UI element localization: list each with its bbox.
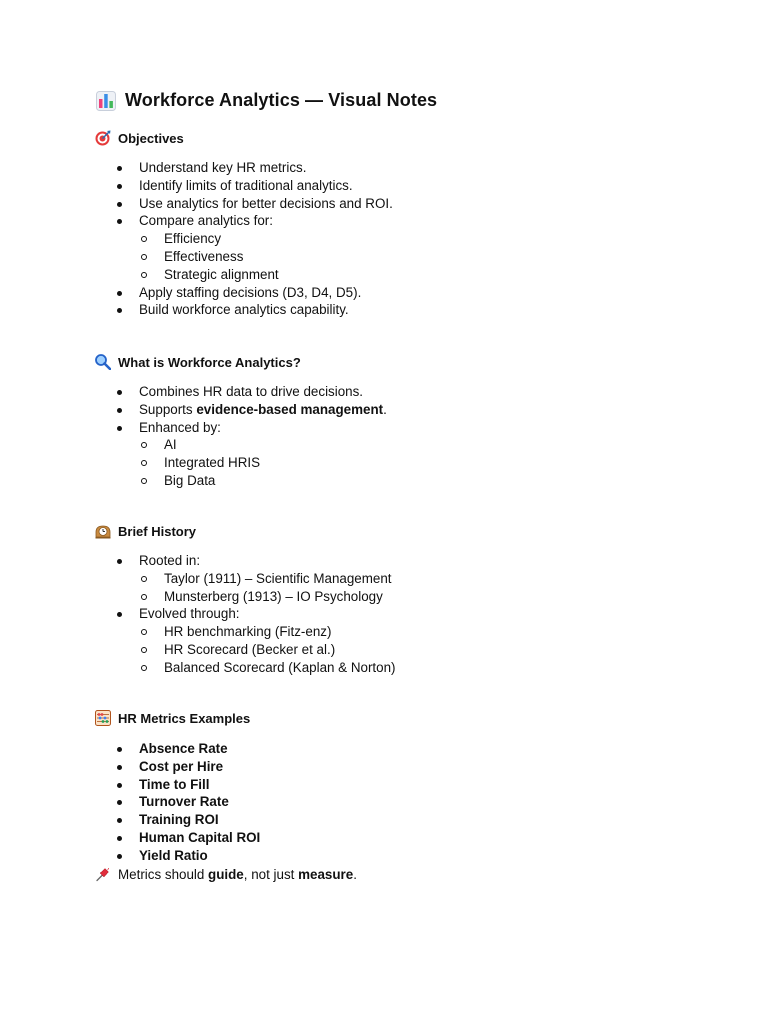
bold-text: guide	[208, 866, 244, 882]
list-item: Build workforce analytics capability.	[118, 301, 393, 319]
list-item: Yield Ratio	[118, 847, 260, 865]
section-objectives-heading	[95, 130, 184, 146]
list-item: Understand key HR metrics.	[118, 159, 393, 177]
sub-list-item: Taylor (1911) – Scientific Management	[118, 570, 396, 588]
text-segment: Metrics should	[118, 866, 209, 882]
text-segment: .	[383, 401, 387, 417]
document-header	[96, 90, 437, 111]
metrics-note	[95, 866, 357, 882]
history-list	[118, 552, 396, 677]
target-icon	[95, 130, 111, 146]
list-item: Time to Fill	[118, 776, 260, 794]
bold-text: evidence-based management	[196, 401, 384, 417]
sub-list	[118, 623, 396, 676]
sub-list-item: HR benchmarking (Fitz-enz)	[118, 623, 396, 641]
bar-chart-icon	[96, 91, 116, 111]
objectives-list	[118, 159, 393, 319]
section-title: Brief History	[118, 523, 197, 539]
list-item: Identify limits of traditional analytics.	[118, 177, 393, 195]
list-item	[118, 401, 387, 419]
sub-list-item: AI	[118, 436, 387, 454]
sub-list-item: Balanced Scorecard (Kaplan & Norton)	[118, 659, 396, 677]
list-item-text: Evolved through:	[139, 606, 240, 622]
mantel-clock-icon	[95, 523, 111, 539]
list-item	[118, 419, 387, 490]
what-is-list	[118, 383, 387, 490]
sub-list-item: Integrated HRIS	[118, 454, 387, 472]
section-history-heading	[95, 523, 196, 539]
list-item	[118, 605, 396, 676]
sub-list-item: Strategic alignment	[118, 266, 393, 284]
pushpin-icon	[95, 866, 111, 882]
sub-list	[118, 436, 387, 489]
page-title: Workforce Analytics — Visual Notes	[125, 90, 438, 110]
list-item	[118, 212, 393, 283]
list-item-text: Compare analytics for:	[139, 213, 273, 229]
sub-list-item: Effectiveness	[118, 248, 393, 266]
list-item: Human Capital ROI	[118, 829, 260, 847]
text-segment: , not just	[243, 866, 299, 882]
list-item: Cost per Hire	[118, 758, 260, 776]
section-title: HR Metrics Examples	[118, 710, 251, 726]
list-item-text: Enhanced by:	[139, 419, 221, 435]
magnifier-icon	[95, 354, 111, 370]
section-title: What is Workforce Analytics?	[118, 354, 301, 370]
bold-text: measure	[298, 866, 354, 882]
sub-list	[118, 230, 393, 283]
sub-list-item: Big Data	[118, 472, 387, 490]
list-item: Turnover Rate	[118, 793, 260, 811]
list-item: Training ROI	[118, 811, 260, 829]
section-title: Objectives	[118, 130, 184, 146]
list-item	[118, 552, 396, 605]
section-what-is-heading	[95, 354, 301, 370]
section-metrics-heading	[95, 710, 250, 726]
list-item: Apply staffing decisions (D3, D4, D5).	[118, 284, 393, 302]
metrics-list	[118, 740, 260, 865]
note-text	[118, 867, 357, 882]
sub-list-item: Munsterberg (1913) – IO Psychology	[118, 588, 396, 606]
sub-list-item: Efficiency	[118, 230, 393, 248]
list-item: Use analytics for better decisions and ROI.	[118, 195, 393, 213]
list-item: Combines HR data to drive decisions.	[118, 383, 387, 401]
text-segment: Supports	[139, 401, 197, 417]
text-segment: .	[353, 866, 357, 882]
sub-list-item: HR Scorecard (Becker et al.)	[118, 641, 396, 659]
sub-list	[118, 570, 396, 606]
list-item-text: Rooted in:	[139, 553, 201, 568]
list-item: Absence Rate	[118, 740, 260, 758]
abacus-icon	[95, 710, 111, 726]
